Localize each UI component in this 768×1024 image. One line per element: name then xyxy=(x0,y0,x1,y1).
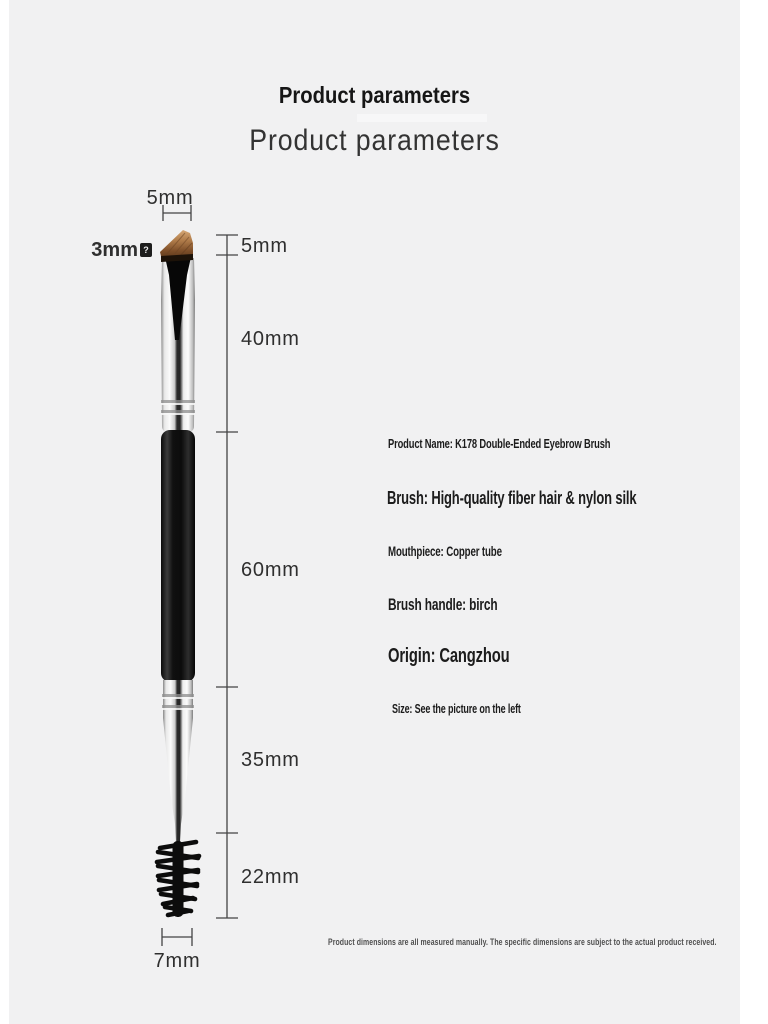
dimension-label-spoolie-width: 7mm xyxy=(153,950,201,972)
dimension-label-section-22mm: 22mm xyxy=(241,866,300,888)
dimension-label-tip-thickness xyxy=(84,240,152,260)
dimension-label-section-5mm: 5mm xyxy=(241,235,288,257)
page-title-bold: Product parameters xyxy=(278,82,471,108)
dimension-label-section-40mm: 40mm xyxy=(241,328,300,350)
spec-handle: Brush handle: birch xyxy=(388,596,498,614)
dimension-label-tip-width: 5mm xyxy=(146,187,194,209)
page-title-light: Product parameters xyxy=(249,124,500,157)
missing-glyph-box-icon: ? xyxy=(140,243,152,257)
spec-product-name: Product Name: K178 Double-Ended Eyebrow Brush xyxy=(388,436,611,451)
dimension-label-section-35mm: 35mm xyxy=(241,749,300,771)
measurement-disclaimer: Product dimensions are all measured manually. The specific dimensions are subject to the actual product received. xyxy=(328,937,717,948)
tip-thickness-value: 3mm xyxy=(91,239,138,261)
angled-bristle-tip xyxy=(160,230,193,262)
brush-handle xyxy=(161,430,195,682)
spec-size: Size: See the picture on the left xyxy=(392,702,521,716)
spoolie-brush xyxy=(157,841,199,917)
spec-origin: Origin: Cangzhou xyxy=(388,644,510,667)
spec-mouthpiece: Mouthpiece: Copper tube xyxy=(388,544,502,559)
spec-brush-material: Brush: High-quality fiber hair & nylon silk xyxy=(387,488,637,508)
lower-ferrule xyxy=(162,680,194,842)
dimension-label-section-60mm: 60mm xyxy=(241,559,300,581)
